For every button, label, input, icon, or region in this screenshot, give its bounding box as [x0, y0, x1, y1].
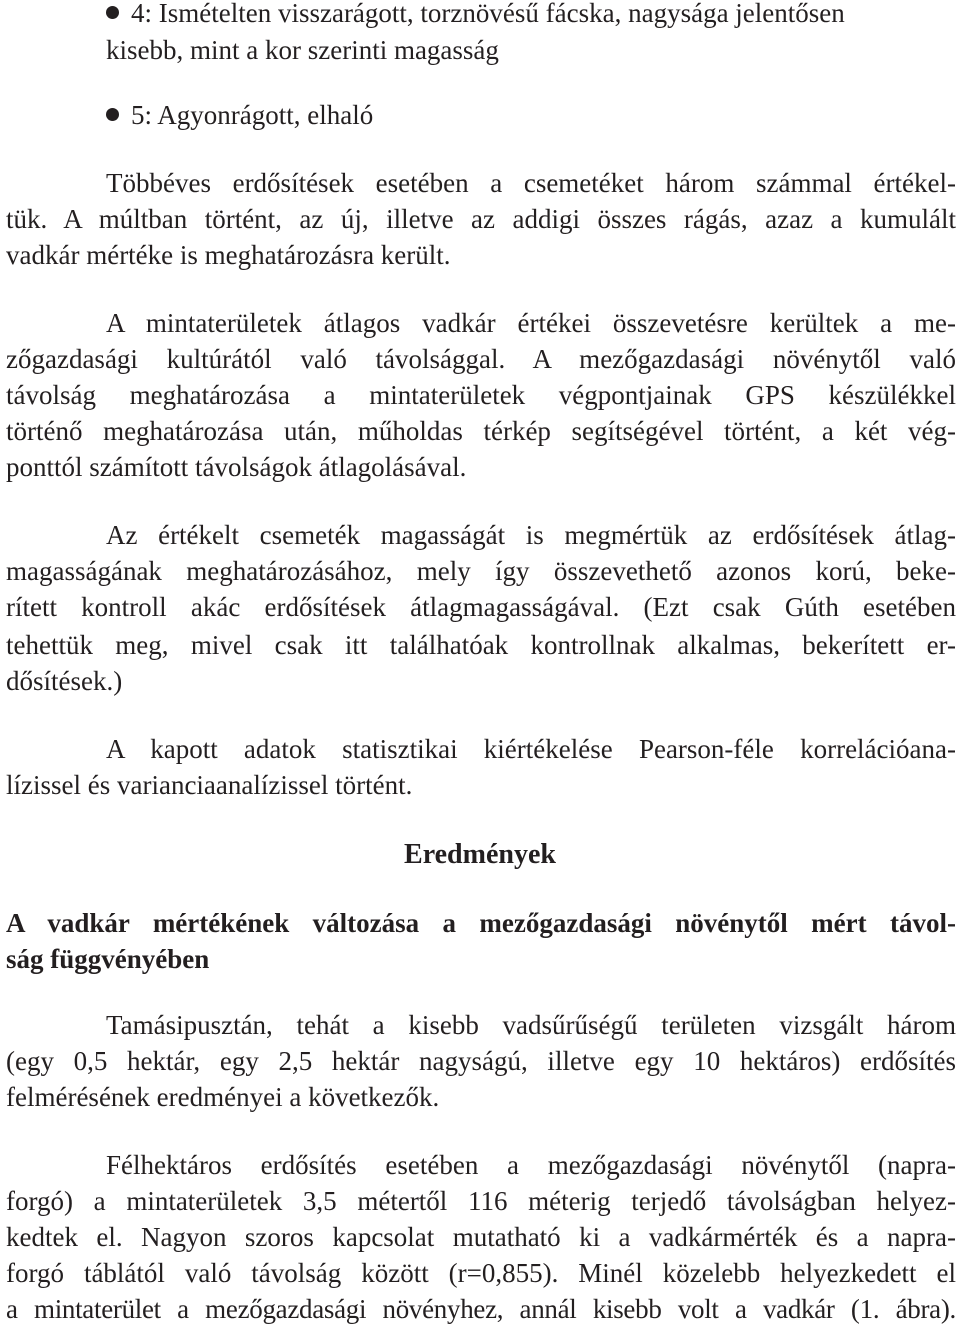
paragraph-4-line-1: A kapott adatok statisztikai kiértékelése Pearson-féle korrelációana-	[106, 734, 956, 764]
bullet-icon	[106, 108, 119, 121]
results-paragraph-2-line-2: forgó) a mintaterületek 3,5 métertől 116 méterig terjedő távolságban helyez-	[6, 1186, 956, 1216]
paragraph-2-line-4: történő meghatározása után, műholdas térkép segítségével történt, a két vég-	[6, 416, 956, 446]
paragraph-3-line-5: dősítések.)	[6, 666, 123, 696]
paragraph-3-line-1: Az értékelt csemeték magasságát is megmértük az erdősítések átlag-	[106, 520, 956, 550]
paragraph-3-line-4: tehettük meg, mivel csak itt találhatóak kontrollnak alkalmas, bekerített er-	[6, 630, 956, 660]
results-paragraph-2-line-3: kedtek el. Nagyon szoros kapcsolat mutatható ki a vadkármérték és a napra-	[6, 1222, 956, 1252]
bullet-item-4-continuation: kisebb, mint a kor szerinti magasság	[106, 35, 499, 65]
results-paragraph-1-line-1: Tamásipusztán, tehát a kisebb vadsűrűségű területen vizsgált három	[106, 1010, 956, 1040]
bullet-4-line-1: 4: Ismételten visszarágott, torznövésű fácska, nagysága jelentősen	[131, 0, 845, 28]
paragraph-1-line-2: tük. A múltban történt, az új, illetve az addigi összes rágás, azaz a kumulált	[6, 204, 956, 234]
paragraph-2-line-5: ponttól számított távolságok átlagolásával.	[6, 452, 467, 482]
bullet-icon	[106, 6, 119, 19]
results-paragraph-2-line-1: Félhektáros erdősítés esetében a mezőgazdasági növénytől (napra-	[106, 1150, 956, 1180]
results-paragraph-1-line-2: (egy 0,5 hektár, egy 2,5 hektár nagyságú, illetve egy 10 hektáros) erdősítés	[6, 1046, 956, 1076]
paragraph-3-line-2: magasságának meghatározásához, mely így összevethető azonos korú, beke-	[6, 556, 956, 586]
paragraph-2-line-2: zőgazdasági kultúrától való távolsággal. A mezőgazdasági növénytől való	[6, 344, 956, 374]
section-title: Eredmények	[404, 839, 556, 870]
paragraph-1-line-1: Többéves erdősítések esetében a csemetéket három számmal értékel-	[106, 168, 956, 198]
bullet-item-4	[106, 0, 956, 30]
results-paragraph-2-line-4: forgó táblától való távolság között (r=0,855). Minél közelebb helyezkedett el	[6, 1258, 956, 1288]
paragraph-2-line-1: A mintaterületek átlagos vadkár értékei összevetésre kerültek a me-	[106, 308, 956, 338]
paragraph-2-line-3: távolság meghatározása a mintaterületek végpontjainak GPS készülékkel	[6, 380, 956, 410]
results-paragraph-2-line-5: a mintaterület a mezőgazdasági növényhez, annál kisebb volt a vadkár (1. ábra).	[6, 1294, 956, 1324]
results-paragraph-1-line-3: felmérésének eredményei a következők.	[6, 1082, 440, 1112]
bullet-item-5	[106, 98, 956, 132]
subsection-title-line-1: A vadkár mértékének változása a mezőgazdasági növénytől mért távol-	[6, 908, 956, 938]
subsection-title-line-2: ság függvényében	[6, 944, 210, 974]
paragraph-3-line-3: rített kontroll akác erdősítések átlagmagasságával. (Ezt csak Gúth esetében	[6, 592, 956, 622]
paragraph-4-line-2: lízissel és varianciaanalízissel történt.	[6, 770, 413, 800]
paragraph-1-line-3: vadkár mértéke is meghatározásra került.	[6, 240, 451, 270]
bullet-5-line-1: 5: Agyonrágott, elhaló	[131, 100, 374, 130]
